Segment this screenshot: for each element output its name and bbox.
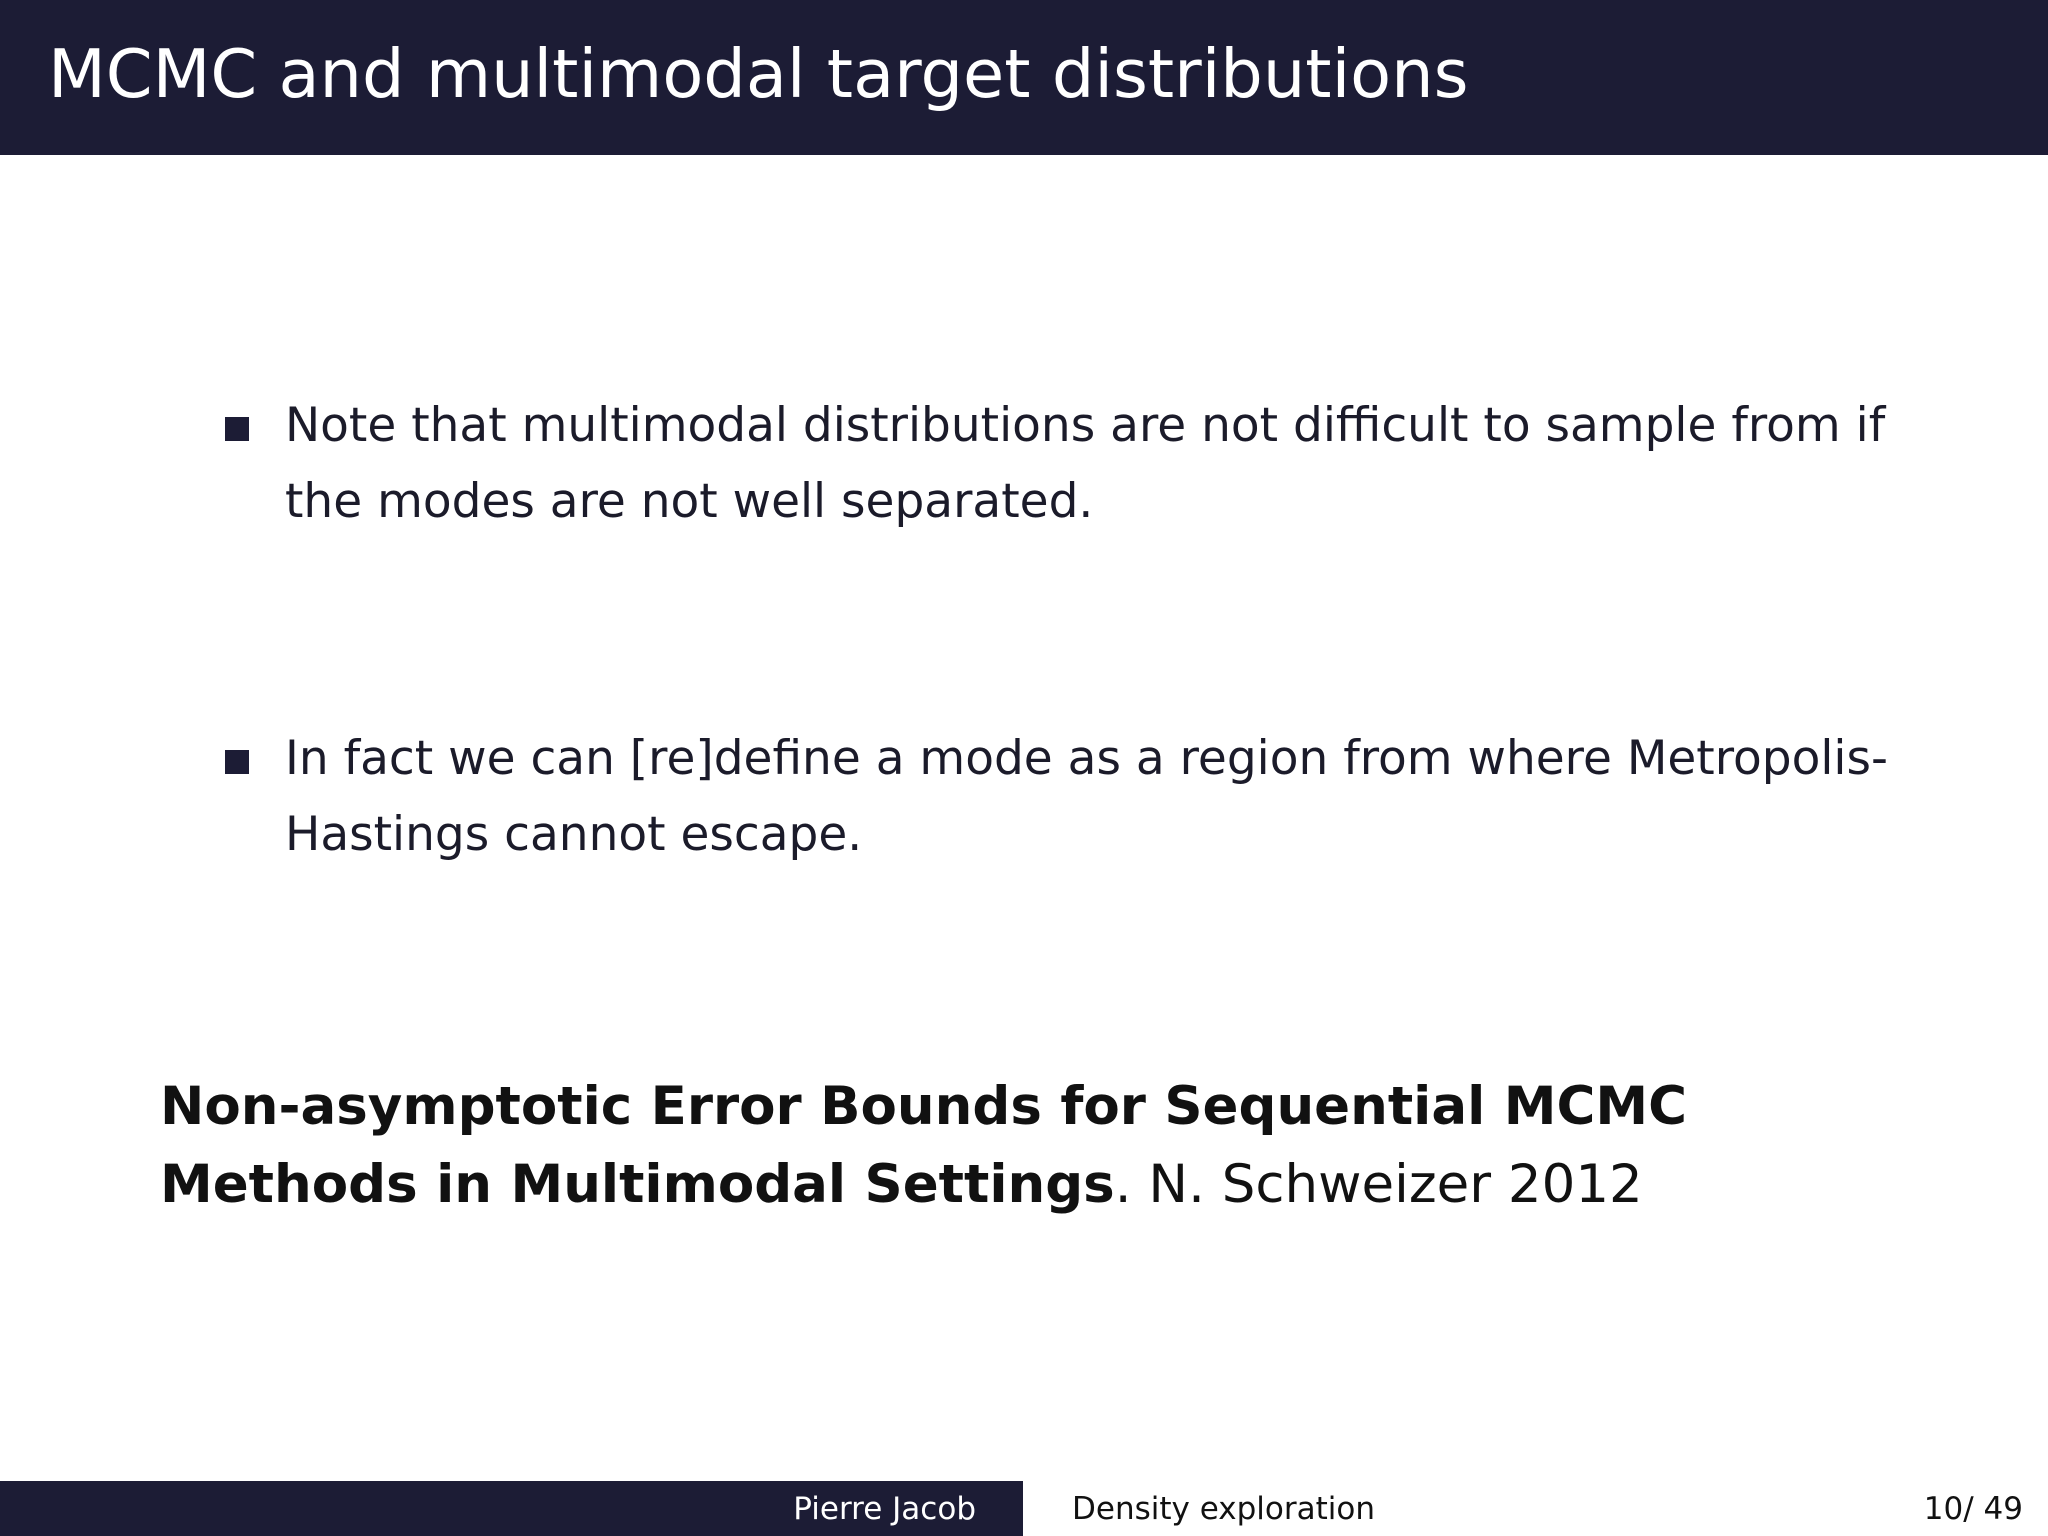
footer: [0, 1481, 2048, 1536]
slide-title: MCMC and multimodal target distributions: [48, 35, 1469, 113]
footer-author: Pierre Jacob: [793, 1491, 976, 1527]
reference: [160, 1068, 1960, 1224]
footer-talk-title: Density exploration: [1072, 1491, 1375, 1527]
reference-title-line1: Non-asymptotic Error Bounds for Sequential MCMC: [160, 1076, 1688, 1137]
bullet-text: Note that multimodal distributions are not difficult to sample from if the modes are not well separated.: [285, 398, 1886, 529]
reference-line2: [160, 1146, 1960, 1224]
bullet-text: In fact we can [re]define a mode as a region from where Metropolis-Hastings cannot escape.: [285, 731, 1888, 862]
footer-info-panel: [1023, 1481, 2048, 1536]
reference-title-line2: Methods in Multimodal Settings: [160, 1154, 1115, 1215]
reference-citation: . N. Schweizer 2012: [1114, 1154, 1643, 1215]
square-bullet-icon: [225, 417, 249, 441]
square-bullet-icon: [225, 750, 249, 774]
footer-author-panel: [0, 1481, 1023, 1536]
page-number: 10/ 49: [1923, 1491, 2023, 1527]
